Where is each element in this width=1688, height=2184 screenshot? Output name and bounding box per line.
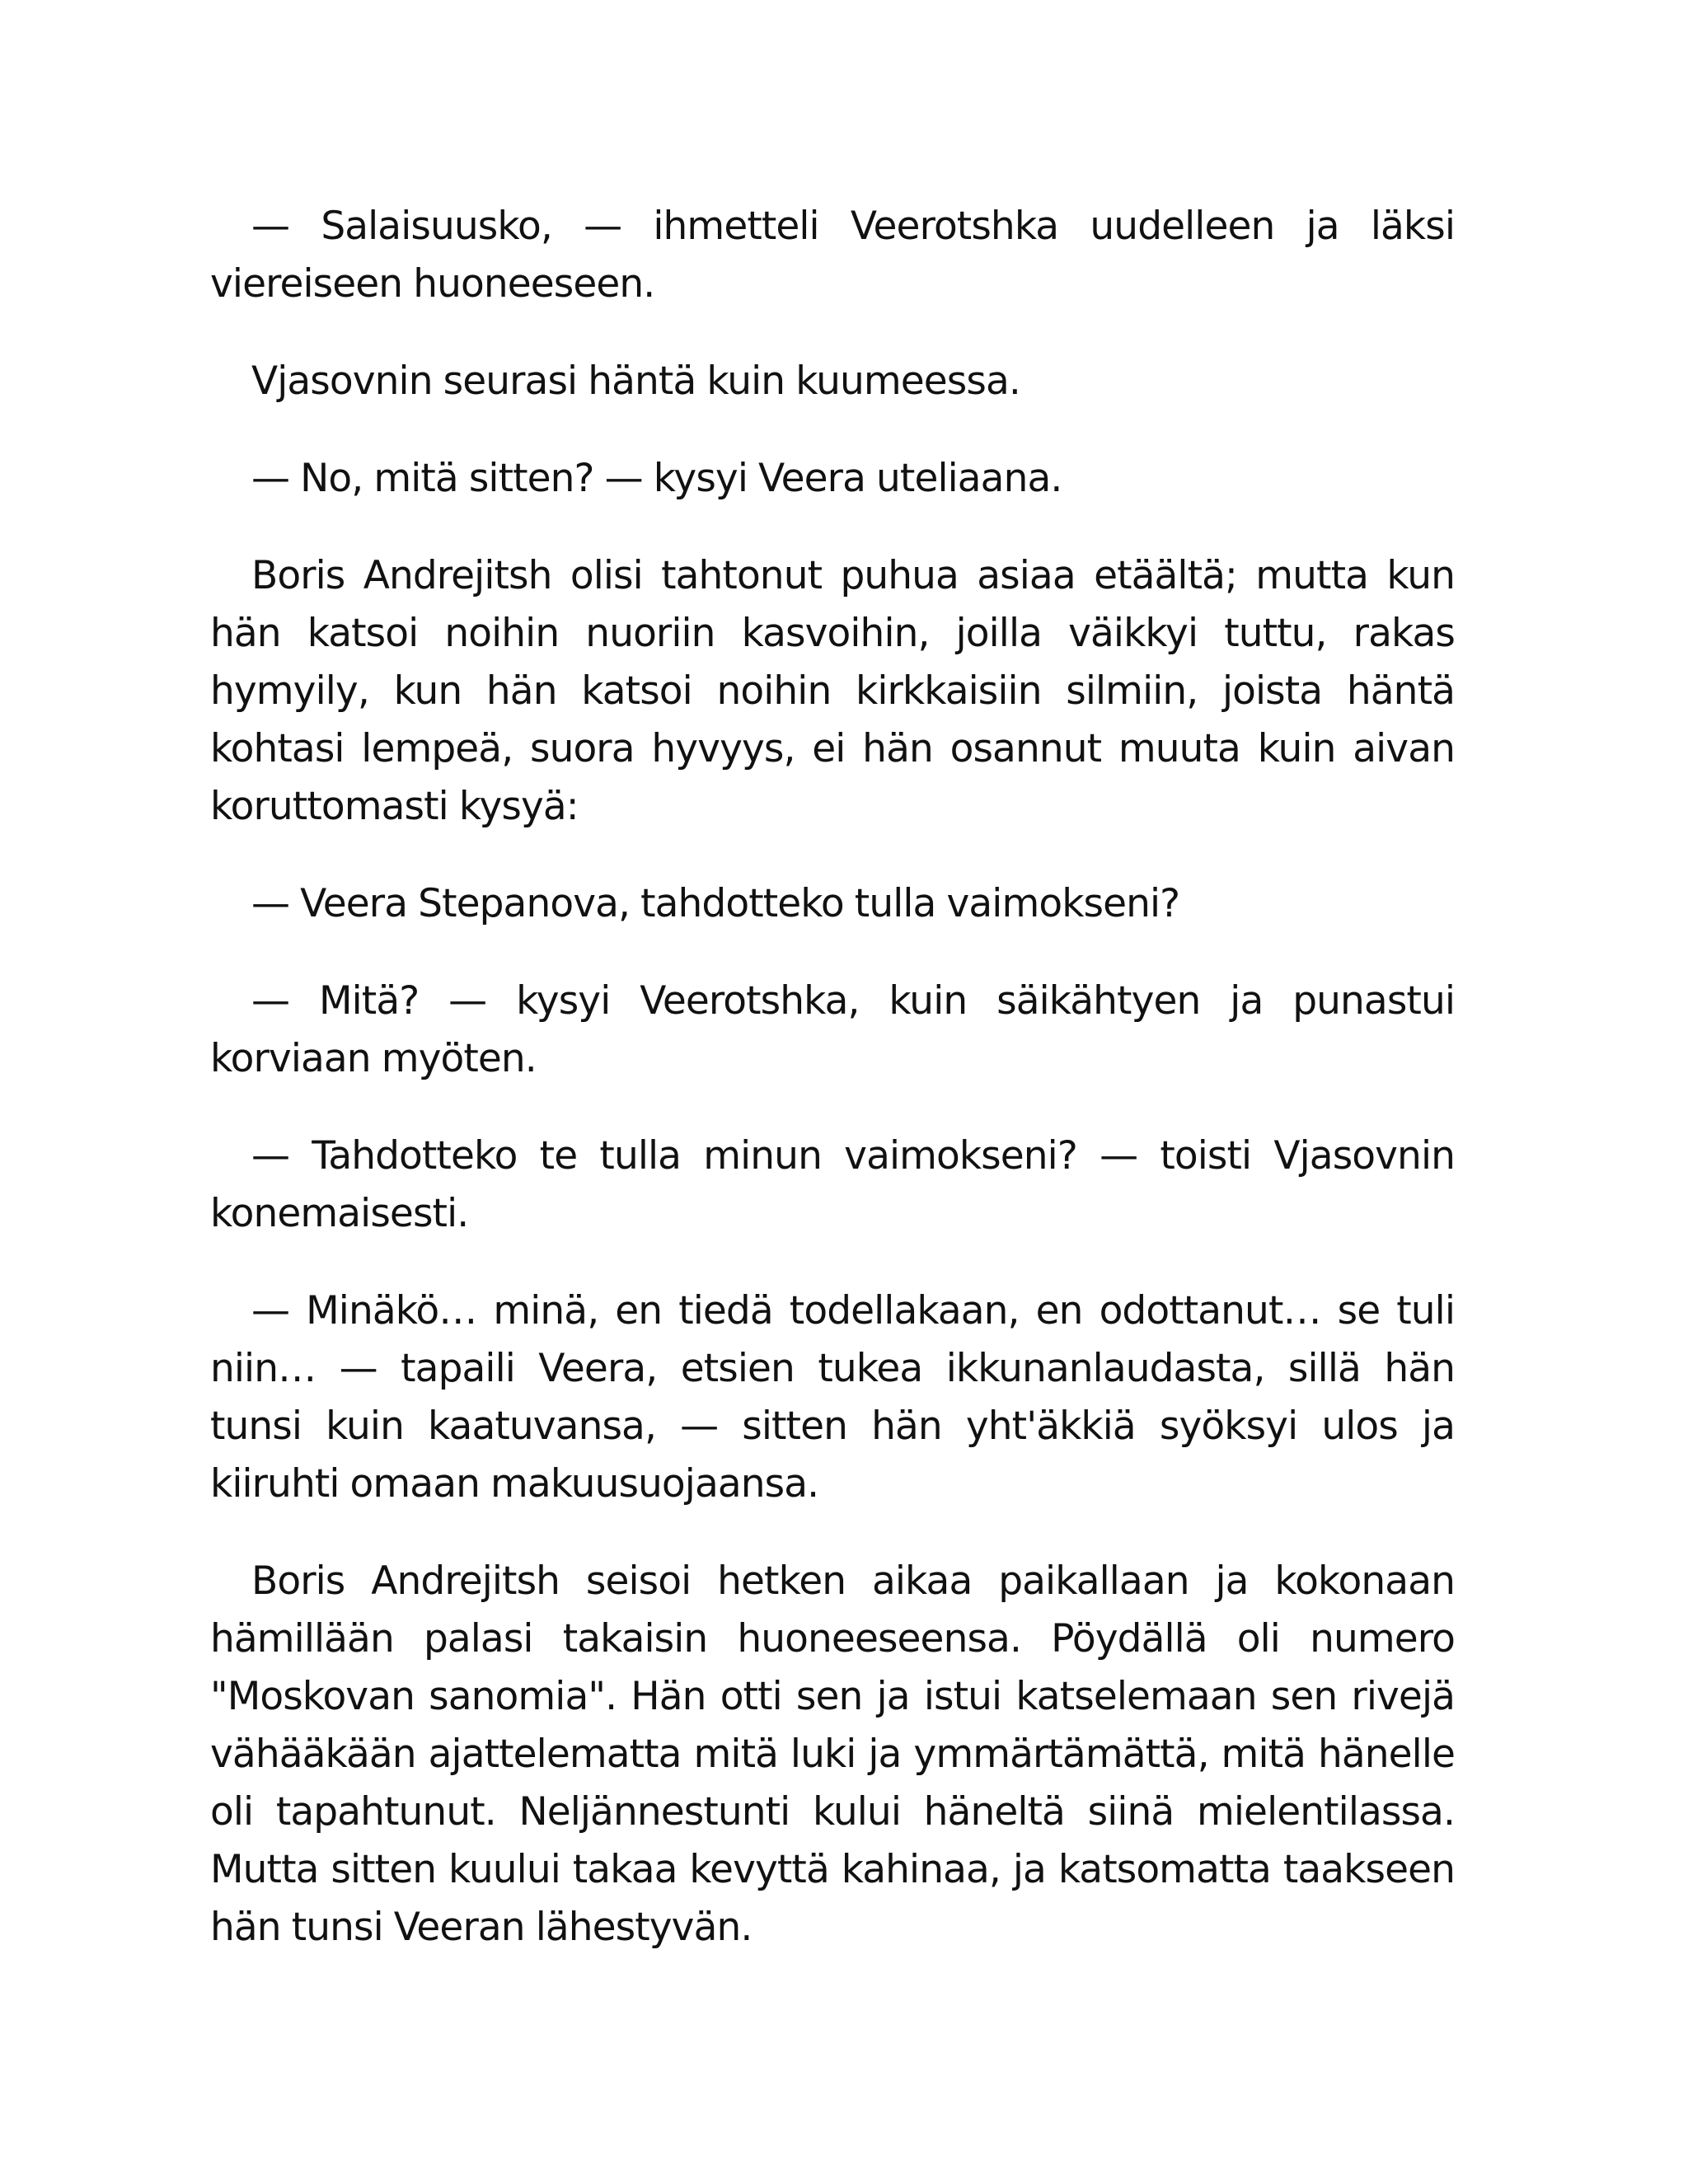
paragraph-5: — Veera Stepanova, tahdotteko tulla vaimokseni? xyxy=(251,881,1180,926)
paragraph-9: Boris Andrejitsh seisoi hetken aikaa paikallaan ja kokonaan hämillään palasi takaisin huoneeseensa. Pöydällä oli numero "Moskovan sanomia". Hän otti sen ja istui katselemaan sen rivejä vähääkään ajattelematta mitä luki ja ymmärtämättä, mitä hänelle oli tapahtunut. Neljännestunti kului häneltä siinä mielentilassa. Mutta sitten kuului takaa kevyttä kahinaa, ja katsomatta taakseen hän tunsi Veeran lähestyvän. xyxy=(210,1558,1455,1950)
paragraph-4: Boris Andrejitsh olisi tahtonut puhua asiaa etäältä; mutta kun hän katsoi noihin nuoriin kasvoihin, joilla väikkyi tuttu, rakas hymyily, kun hän katsoi noihin kirkkaisiin silmiin, joista häntä kohtasi lempeä, suora hyvyys, ei hän osannut muuta kuin aivan koruttomasti kysyä: xyxy=(210,553,1455,829)
paragraph-8: — Minäkö… minä, en tiedä todellakaan, en odottanut… se tuli niin… — tapaili Veera, etsien tukea ikkunanlaudasta, sillä hän tunsi kuin kaatuvansa, — sitten hän yht'äkkiä syöksyi ulos ja kiiruhti omaan makuusuojaansa. xyxy=(210,1288,1455,1507)
paragraph-3: — No, mitä sitten? — kysyi Veera uteliaana. xyxy=(251,456,1062,501)
paragraph-6: — Mitä? — kysyi Veerotshka, kuin säikähtyen ja punastui korviaan myöten. xyxy=(210,978,1455,1081)
paragraph-7: — Tahdotteko te tulla minun vaimokseni? — toisti Vjasovnin konemaisesti. xyxy=(210,1133,1455,1236)
document-page xyxy=(210,198,1455,1957)
paragraph-2: Vjasovnin seurasi häntä kuin kuumeessa. xyxy=(251,359,1020,404)
paragraph-1: — Salaisuusko, — ihmetteli Veerotshka uudelleen ja läksi viereiseen huoneeseen. xyxy=(210,204,1455,307)
